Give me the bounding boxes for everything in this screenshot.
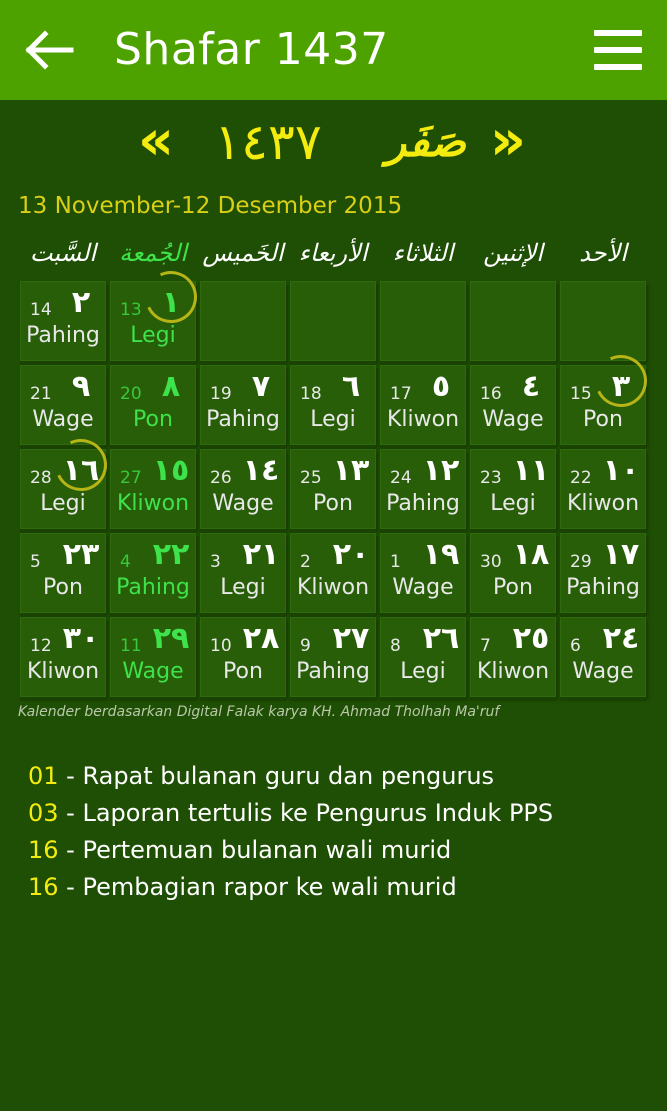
gregorian-day: 21 (30, 384, 52, 404)
gregorian-day: 16 (480, 384, 502, 404)
event-list (28, 758, 648, 906)
calendar-day-cell[interactable] (200, 533, 286, 613)
pasaran-label: Pon (313, 491, 353, 516)
gregorian-day: 29 (570, 552, 592, 572)
hijri-day: ١٤ (242, 453, 280, 488)
calendar-day-cell[interactable] (20, 533, 106, 613)
calendar-grid (18, 281, 648, 701)
pasaran-label: Legi (310, 407, 356, 432)
hijri-day: ٥ (431, 369, 451, 404)
pasaran-label: Kliwon (386, 407, 460, 432)
hijri-day: ١٣ (332, 453, 370, 488)
next-month-button[interactable]: » (489, 108, 527, 173)
calendar-day-cell[interactable] (110, 365, 196, 445)
calendar-empty-cell (200, 281, 286, 361)
pasaran-label: Kliwon (296, 575, 370, 600)
event-day: 03 (28, 799, 59, 827)
gregorian-day: 5 (30, 552, 41, 572)
pasaran-label: Wage (392, 575, 454, 600)
pasaran-label: Kliwon (566, 491, 640, 516)
weekday-label: الأربعاء (298, 239, 368, 267)
gregorian-day: 8 (390, 636, 401, 656)
pasaran-label: Kliwon (116, 491, 190, 516)
gregorian-day: 25 (300, 468, 322, 488)
gregorian-day: 13 (120, 300, 142, 320)
hamburger-menu-icon (594, 30, 642, 36)
hijri-day: ٣ (611, 369, 631, 404)
event-item[interactable] (28, 832, 648, 869)
calendar-day-cell[interactable] (110, 617, 196, 697)
pasaran-label: Legi (400, 659, 446, 684)
calendar-day-cell[interactable] (110, 449, 196, 529)
calendar-day-cell[interactable] (560, 617, 646, 697)
gregorian-day: 3 (210, 552, 221, 572)
hijri-day: ١٥ (152, 453, 190, 488)
calendar-day-cell[interactable] (380, 365, 466, 445)
hijri-day: ٢٠ (332, 537, 370, 572)
calendar-day-cell[interactable] (200, 617, 286, 697)
pasaran-label: Pon (583, 407, 623, 432)
credit-text: Kalender berdasarkan Digital Falak karya KH. Ahmad Tholhah Ma'ruf (18, 704, 500, 720)
calendar-day-cell[interactable] (470, 365, 556, 445)
gregorian-day: 4 (120, 552, 131, 572)
hijri-day: ٤ (521, 369, 541, 404)
gregorian-day: 14 (30, 300, 52, 320)
pasaran-label: Pon (43, 575, 83, 600)
hijri-day: ٢٦ (422, 621, 460, 656)
gregorian-day: 27 (120, 468, 142, 488)
pasaran-label: Kliwon (26, 659, 100, 684)
gregorian-day: 15 (570, 384, 592, 404)
calendar-day-cell[interactable] (470, 449, 556, 529)
calendar-day-cell[interactable] (380, 533, 466, 613)
calendar-empty-cell (380, 281, 466, 361)
calendar-day-cell[interactable] (20, 281, 106, 361)
gregorian-day: 12 (30, 636, 52, 656)
hijri-day: ١٩ (422, 537, 460, 572)
hijri-day: ٦ (341, 369, 361, 404)
event-text: - Rapat bulanan guru dan pengurus (58, 762, 495, 790)
gregorian-day: 11 (120, 636, 142, 656)
hijri-day: ٢٤ (602, 621, 640, 656)
pasaran-label: Pon (493, 575, 533, 600)
hijri-day: ٨ (161, 369, 181, 404)
hijri-day: ٢ (71, 285, 91, 320)
gregorian-day: 23 (480, 468, 502, 488)
hijri-day: ٣٠ (62, 621, 100, 656)
pasaran-label: Kliwon (476, 659, 550, 684)
menu-button[interactable] (588, 24, 648, 76)
calendar-day-cell[interactable] (290, 365, 376, 445)
pasaran-label: Legi (220, 575, 266, 600)
gregorian-day: 28 (30, 468, 52, 488)
hijri-day: ٢٢ (152, 537, 190, 572)
gregorian-day: 10 (210, 636, 232, 656)
calendar-empty-cell (560, 281, 646, 361)
gregorian-day: 6 (570, 636, 581, 656)
weekday-label: الجُمعة (119, 239, 187, 267)
hijri-day: ١٧ (602, 537, 640, 572)
hijri-day: ٢٨ (242, 621, 280, 656)
gregorian-day: 20 (120, 384, 142, 404)
calendar-day-cell[interactable] (380, 617, 466, 697)
calendar-day-cell[interactable] (380, 449, 466, 529)
hijri-day: ٢١ (242, 537, 280, 572)
arrow-left-icon (23, 30, 75, 70)
calendar-empty-cell (290, 281, 376, 361)
gregorian-day: 2 (300, 552, 311, 572)
pasaran-label: Pahing (386, 491, 460, 516)
hijri-day: ٢٩ (152, 621, 190, 656)
weekday-label: الثلاثاء (392, 239, 454, 267)
weekday-label: السَّبت (29, 239, 97, 267)
pasaran-label: Pahing (26, 323, 100, 348)
calendar-day-cell[interactable] (290, 449, 376, 529)
event-text: - Pertemuan bulanan wali murid (58, 836, 452, 864)
gregorian-day: 26 (210, 468, 232, 488)
hijri-day: ٩ (71, 369, 91, 404)
event-item[interactable] (28, 795, 648, 832)
pasaran-label: Pahing (296, 659, 370, 684)
hijri-day: ٢٥ (512, 621, 550, 656)
gregorian-day: 19 (210, 384, 232, 404)
calendar-day-cell[interactable] (20, 365, 106, 445)
pasaran-label: Pon (133, 407, 173, 432)
weekday-header (18, 228, 648, 278)
page-title: Shafar 1437 (114, 24, 389, 75)
event-item[interactable] (28, 869, 648, 906)
pasaran-label: Legi (130, 323, 176, 348)
pasaran-label: Wage (32, 407, 94, 432)
calendar-day-cell[interactable] (110, 533, 196, 613)
gregorian-day: 24 (390, 468, 412, 488)
event-text: - Laporan tertulis ke Pengurus Induk PPS (58, 799, 554, 827)
event-day: 16 (28, 873, 59, 901)
hijri-day: ١٢ (422, 453, 460, 488)
calendar-day-cell[interactable] (470, 617, 556, 697)
calendar-day-cell[interactable] (290, 617, 376, 697)
event-day: 01 (28, 762, 59, 790)
hijri-day: ٢٧ (332, 621, 370, 656)
pasaran-label: Wage (122, 659, 184, 684)
month-navigator (0, 110, 667, 178)
hijri-day: ٧ (251, 369, 271, 404)
gregorian-day: 1 (390, 552, 401, 572)
pasaran-label: Pahing (116, 575, 190, 600)
gregorian-day: 30 (480, 552, 502, 572)
calendar-day-cell[interactable] (560, 449, 646, 529)
hijri-day: ١٦ (62, 453, 100, 488)
hijri-day: ١ (161, 285, 181, 320)
event-item[interactable] (28, 758, 648, 795)
hijri-day: ١٠ (602, 453, 640, 488)
calendar-day-cell[interactable] (560, 365, 646, 445)
pasaran-label: Wage (482, 407, 544, 432)
gregorian-day: 22 (570, 468, 592, 488)
back-button[interactable] (20, 24, 78, 76)
hijri-year: ١٤٣٧ (214, 113, 322, 171)
calendar-empty-cell (470, 281, 556, 361)
pasaran-label: Legi (490, 491, 536, 516)
hijri-day: ١٨ (512, 537, 550, 572)
pasaran-label: Pahing (206, 407, 280, 432)
event-day: 16 (28, 836, 59, 864)
weekday-label: الأحد (579, 239, 627, 267)
pasaran-label: Legi (40, 491, 86, 516)
pasaran-label: Pahing (566, 575, 640, 600)
gregorian-day: 18 (300, 384, 322, 404)
calendar-day-cell[interactable] (200, 449, 286, 529)
pasaran-label: Wage (212, 491, 274, 516)
hijri-day: ٢٣ (62, 537, 100, 572)
calendar-day-cell[interactable] (560, 533, 646, 613)
event-text: - Pembagian rapor ke wali murid (58, 873, 457, 901)
gregorian-day: 17 (390, 384, 412, 404)
weekday-label: الخَميس (202, 239, 284, 267)
calendar-day-cell[interactable] (200, 365, 286, 445)
weekday-label: الإثنين (483, 239, 543, 267)
calendar-day-cell[interactable] (470, 533, 556, 613)
calendar-day-cell[interactable] (20, 617, 106, 697)
hijri-day: ١١ (512, 453, 550, 488)
calendar-day-cell[interactable] (110, 281, 196, 361)
gregorian-date-range: 13 November-12 Desember 2015 (18, 193, 403, 219)
hijri-month-name: صَفَر (385, 117, 467, 166)
pasaran-label: Wage (572, 659, 634, 684)
calendar-day-cell[interactable] (290, 533, 376, 613)
calendar-day-cell[interactable] (20, 449, 106, 529)
pasaran-label: Pon (223, 659, 263, 684)
previous-month-button[interactable]: « (137, 108, 175, 173)
app-bar (0, 0, 667, 100)
gregorian-day: 9 (300, 636, 311, 656)
gregorian-day: 7 (480, 636, 491, 656)
